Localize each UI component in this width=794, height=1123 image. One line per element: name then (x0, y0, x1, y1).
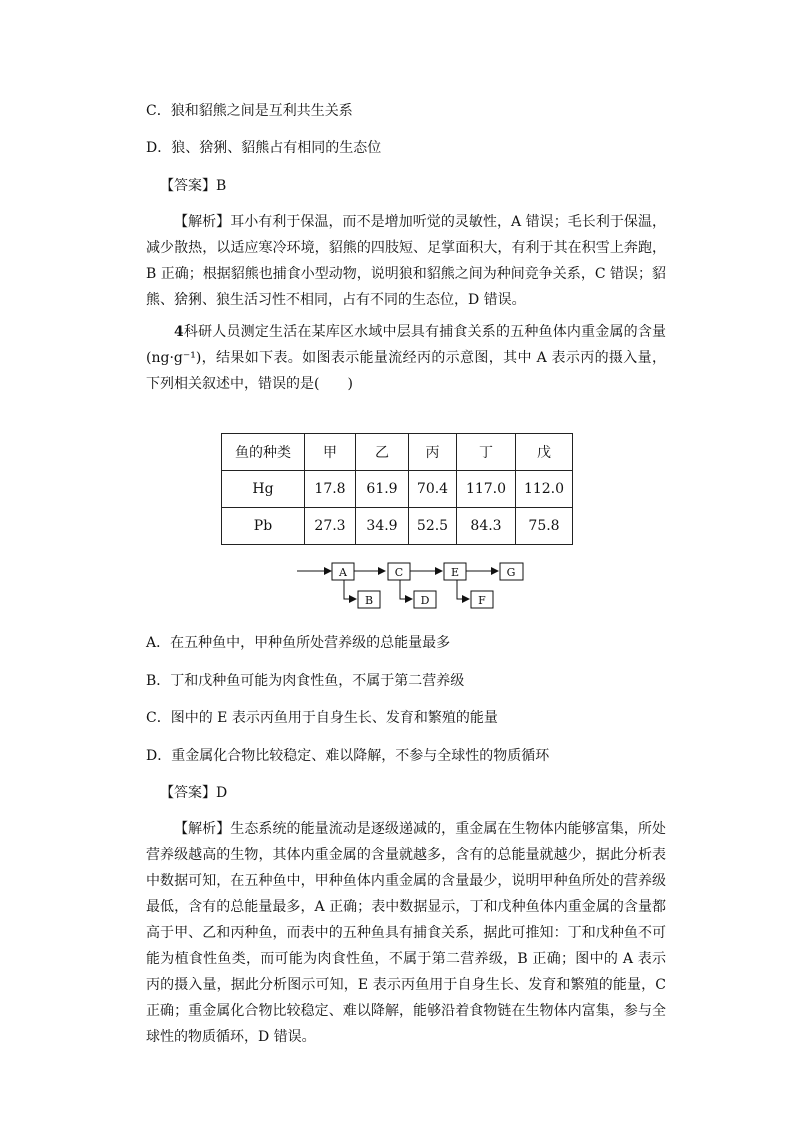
table-cell: 75.8 (516, 508, 573, 545)
analysis-2 (146, 816, 666, 1050)
analysis-2-label: 【解析】 (174, 821, 231, 837)
table-cell: 61.9 (356, 471, 409, 508)
node-g-label: G (506, 566, 516, 579)
table-cell: 52.5 (409, 508, 457, 545)
table-header-cell: 甲 (305, 434, 356, 471)
table-cell: 17.8 (305, 471, 356, 508)
table-cell: 70.4 (409, 471, 457, 508)
flow-arrow (344, 580, 356, 599)
table-cell: 117.0 (457, 471, 516, 508)
option-b: B．丁和戊种鱼可能为肉食性鱼，不属于第二营养级 (146, 673, 465, 689)
flow-arrow (457, 580, 469, 599)
node-c-label: C (394, 566, 404, 579)
node-f-label: F (478, 594, 486, 607)
answer-1: 【答案】B (160, 178, 227, 194)
node-b-label: B (364, 594, 374, 607)
option-d: D．重金属化合物比较稳定、难以降解，不参与全球性的物质循环 (146, 748, 550, 764)
question-number: 4 (174, 324, 184, 340)
table-cell: 34.9 (356, 508, 409, 545)
option-a: A．在五种鱼中，甲种鱼所处营养级的总能量最多 (146, 635, 451, 651)
flow-arrow (400, 580, 412, 599)
analysis-1-label: 【解析】 (174, 214, 231, 230)
node-d-label: D (420, 594, 430, 607)
node-e-label: E (450, 566, 460, 579)
analysis-2-text: 生态系统的能量流动是逐级递减的，重金属在生物体内能够富集，所处营养级越高的生物，其体内重金属的含量就越多，含有的总能量就越少，据此分析表中数据可知，在五种鱼中，甲种鱼体内重金属的含量最少，说明甲种鱼所处的营养级最低，含有的总能量最多，A 正确；表中数据显示，丁和戊种鱼体内重金属的含量都高于甲、乙和丙种鱼，而表中的五种鱼具有捕食关系，据此可推知：丁和戊种鱼不可能为植食性鱼类，而可能为肉食性鱼，不属于第二营养级，B 正确；图中的 A 表示丙的摄入量，据此分析图示可知，E 表示丙鱼用于自身生长、发育和繁殖的能量，C 正确；重金属化合物比较稳定、难以降解，能够沿着食物链在生物体内富集，参与全球性的物质循环，D 错误。 (146, 821, 667, 1045)
answer-2: 【答案】D (160, 785, 228, 801)
option-d-prev: D．狼、猞猁、貂熊占有相同的生态位 (146, 140, 382, 156)
table-header-cell: 鱼的种类 (222, 434, 305, 471)
table-cell: Hg (222, 471, 305, 508)
table-cell: Pb (222, 508, 305, 545)
table-cell: 27.3 (305, 508, 356, 545)
table-header-cell: 丁 (457, 434, 516, 471)
option-c-prev: C．狼和貂熊之间是互利共生关系 (146, 103, 353, 119)
table-header-cell: 乙 (356, 434, 409, 471)
analysis-1-text: 耳小有利于保温，而不是增加听觉的灵敏性，A 错误；毛长利于保温，减少散热，以适应寒冷环境，貂熊的四肢短、足掌面积大，有利于其在积雪上奔跑，B 正确；根据貂熊也捕食小型动物，说明狼和貂熊之间为种间竞争关系，C 错误；貂熊、猞猁、狼生活习性不相同，占有不同的生态位，D 错误。 (146, 214, 667, 308)
table-cell: 84.3 (457, 508, 516, 545)
option-c: C．图中的 E 表示丙鱼用于自身生长、发育和繁殖的能量 (146, 710, 498, 726)
node-a-label: A (339, 566, 347, 579)
question-4-text: 科研人员测定生活在某库区水域中层具有捕食关系的五种鱼体内重金属的含量(ng·g⁻¹)，结果如下表。如图表示能量流经丙的示意图，其中 A 表示丙的摄入量，下列相关叙述中，错误的是( ) (146, 324, 666, 392)
table-cell: 112.0 (516, 471, 573, 508)
table-header-cell: 丙 (409, 434, 457, 471)
table-header-cell: 戊 (516, 434, 573, 471)
